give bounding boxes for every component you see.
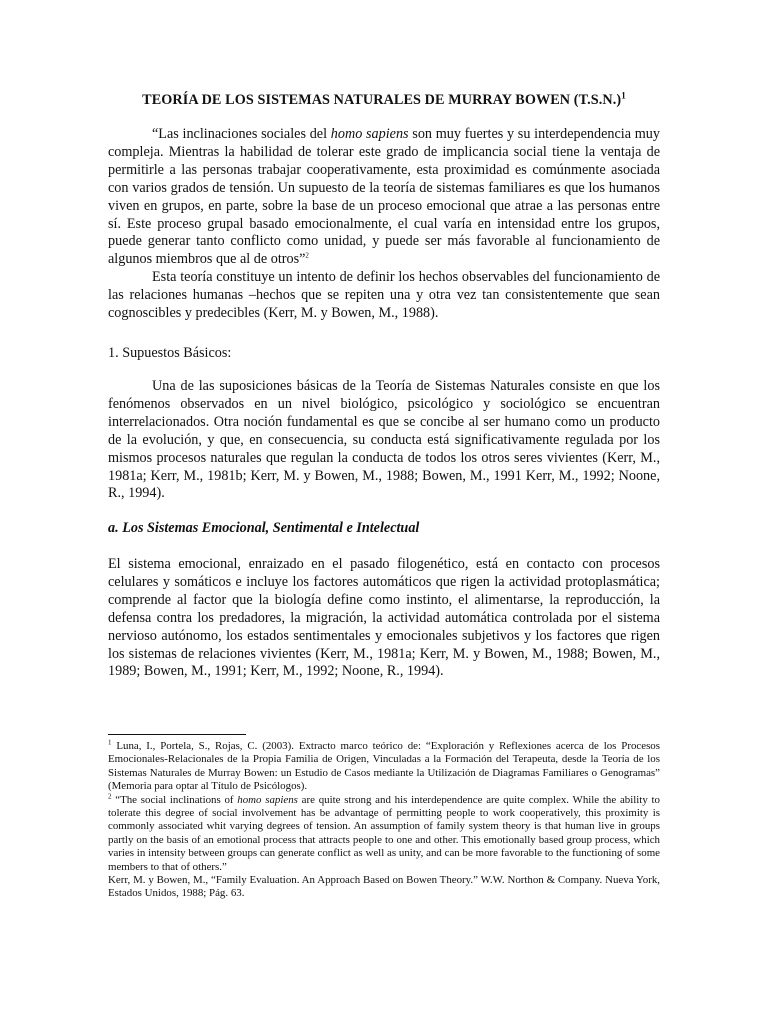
- intro-block: [108, 126, 660, 323]
- footnote-2-italic: homo sapiens: [237, 793, 298, 806]
- footnotes: [108, 740, 660, 901]
- title-text: TEORÍA DE LOS SISTEMAS NATURALES DE MURRAY BOWEN (T.S.N.): [142, 92, 622, 108]
- intro-quote-italic: homo sapiens: [330, 126, 409, 142]
- title-footnote-marker[interactable]: 1: [621, 90, 626, 101]
- footnote-2: [108, 794, 660, 874]
- section-1-paragraph: Una de las suposiciones básicas de la Teoría de Sistemas Naturales consiste en que los fenómenos observados en un nivel biológico, psicológico y sociológico se encuentran interrelacionados. Otra noción fundamental es que se concibe al ser humano como un producto de la evolución, y que, en consecuencia, su conducta está significativamente regulada por los mismos procesos naturales que regulan la conducta de todos los otros seres vivientes (Kerr, M., 1981a; Kerr, M., 1981b; Kerr, M. y Bowen, M., 1988; Bowen, M., 1991 Kerr, M., 1992; Noone, R., 1994).: [108, 378, 660, 502]
- footnote-2-after: are quite strong and his interdependence are quite complex. While the ability to tolerate this degree of social involvement has be advantage of permitting people to work cooperatively, this proximity is commonly associated whit varying degrees of tension. An assumption of family system theory is that human live in groups partly on the basis of an emotional process that attracts people to one and other. This emotionally based group process, which varies in intensity between groups can generate conflict as well as unity, and can be more favorable to the functioning of some members to that of others.”: [108, 793, 660, 873]
- intro-quote-footnote-marker[interactable]: 2: [305, 251, 309, 260]
- footnote-2-before: “The social inclinations of: [111, 793, 238, 806]
- intro-paragraph-2: Esta teoría constituye un intento de definir los hechos observables del funcionamiento de las relaciones humanas –hechos que se repiten una y otra vez tan consistentemente que sean cognoscibles y predecibles (Kerr, M. y Bowen, M., 1988).: [108, 269, 660, 322]
- footnote-1-marker: 1: [108, 738, 112, 747]
- footnote-2-marker: 2: [108, 792, 112, 800]
- section-1-heading: 1. Supuestos Básicos:: [108, 345, 232, 361]
- section-1-block: [108, 378, 660, 503]
- subsection-a-paragraph: El sistema emocional, enraizado en el pasado filogenético, está en contacto con procesos celulares y somáticos e incluye los factores automáticos que rigen la actividad protoplasmática; comprende al factor que la biología define como instinto, el alimentarse, la reproducción, la defensa contra los predadores, la migración, la actividad automática controlada por el sistema nervioso autónomo, los estados sentimentales y emocionales subjetivos y los factores que rigen los sistemas de relaciones vivientes (Kerr, M., 1981a; Kerr, M. y Bowen, M., 1988; Bowen, M., 1989; Bowen, M., 1991; Kerr, M., 1992; Noone, R., 1994).: [108, 556, 660, 680]
- intro-quote-paragraph: [108, 126, 660, 269]
- footnote-1: [108, 740, 660, 794]
- page-title: [108, 92, 660, 109]
- intro-quote-after: son muy fuertes y su interdependencia muy compleja. Mientras la habilidad de tolerar este grado de implicancia social tiene la ventaja de permitirle a las personas trabajar cooperativamente, esta proximidad es comúnmente asociada con varios grados de tensión. Un supuesto de la teoría de sistemas familiares es que los humanos viven en grupos, en parte, sobre la base de un proceso emocional que atrae a las personas entre sí. Este proceso grupal basado emocionalmente, el cual varía en intensidad entre los grupos, puede generar tanto conflicto como unidad, y puede ser más favorable al funcionamiento de algunos miembros que al de otros”: [108, 126, 660, 268]
- footnote-reference: Kerr, M. y Bowen, M., “Family Evaluation. An Approach Based on Bowen Theory.” W.W. Northon & Company. Nueva York, Estados Unidos, 1988; Pág. 63.: [108, 874, 660, 900]
- footnote-divider: [108, 734, 246, 735]
- intro-quote-before: “Las inclinaciones sociales del: [152, 126, 331, 142]
- subsection-a-heading: a. Los Sistemas Emocional, Sentimental e Intelectual: [108, 520, 420, 536]
- footnote-1-text: Luna, I., Portela, S., Rojas, C. (2003). Extracto marco teórico de: “Exploración y Reflexiones acerca de los Procesos Emocionales-Relacionales de la Propia Familia de Origen, Vinculadas a la Formación del Terapeuta, desde la Teoría de los Sistemas Naturales de Murray Bowen: un Estudio de Casos mediante la Utilización de Diagramas Familiares o Genogramas” (Memoria para optar al Título de Psicólogos).: [108, 740, 660, 793]
- subsection-a-block: [108, 556, 660, 681]
